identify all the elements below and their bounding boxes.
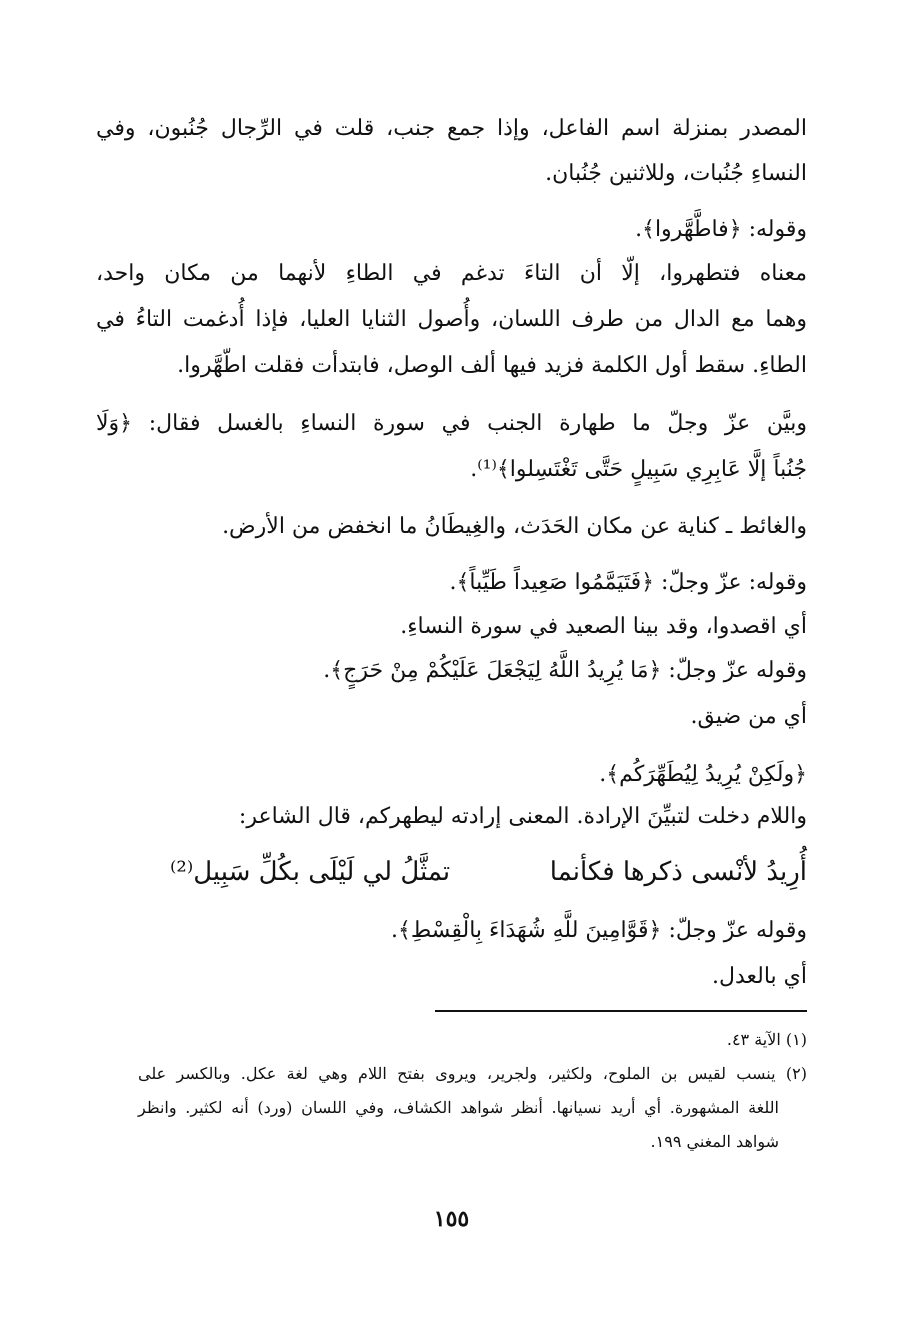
body-line-8: جُنُباً إلَّا عَابِرِي سَبِيلٍ حَتَّى تَغْتَسِلوا﴾⁽¹⁾. bbox=[470, 457, 807, 482]
body-line-5: وهما مع الدال من طرف اللسان، وأُصول الثنايا العليا، فإذا أُدغمت التاءُ في bbox=[96, 307, 807, 332]
footnote-2-line-2: اللغة المشهورة. أي أريد نسيانها. أنظر شواهد الكشاف، وفي اللسان (ورد) أنه لكثير. وانظر bbox=[138, 1098, 779, 1117]
body-line-1: المصدر بمنزلة اسم الفاعل، وإذا جمع جنب، قلت في الرِّجال جُنُبون، وفي bbox=[96, 116, 807, 141]
body-line-15: واللام دخلت لتبيِّنَ الإرادة. المعنى إرادته ليطهركم، قال الشاعر: bbox=[238, 804, 807, 829]
body-line-10: وقوله: عزّ وجلّ: ﴿فَتَيَمَّمُوا صَعِيداً طَيِّباً﴾. bbox=[449, 570, 807, 595]
footnote-2-line-1: (٢) ينسب لقيس بن الملوح، ولكثير، ولجرير، ويروى بفتح اللام وهي لغة عكل. وبالكسر على bbox=[138, 1064, 807, 1083]
body-line-9: والغائط ـ كناية عن مكان الحَدَث، والغِيطَانُ ما انخفض من الأرض. bbox=[222, 514, 807, 539]
body-line-7: وبيَّن عزّ وجلّ ما طهارة الجنب في سورة النساءِ بالغسل فقال: ﴿وَلَا bbox=[96, 411, 807, 436]
body-line-14: ﴿ولَكِنْ يُرِيدُ لِيُطَهِّرَكُم﴾. bbox=[599, 762, 807, 787]
body-line-6: الطاءِ. سقط أول الكلمة فزيد فيها ألف الوصل، فابتدأت فقلت اطّهَّروا. bbox=[177, 353, 807, 378]
poetry-verse bbox=[170, 855, 807, 889]
footnote-2-line-3: شواهد المغني ١٩٩. bbox=[650, 1132, 779, 1151]
verse-hemistich-2: تمثَّلُ لي لَيْلَى بكُلِّ سَبِيل⁽²⁾ bbox=[170, 857, 451, 887]
body-line-16: وقوله عزّ وجلّ: ﴿قَوَّامِينَ للَّهِ شُهَدَاءَ بِالْقِسْطِ﴾. bbox=[391, 918, 807, 943]
body-line-3: وقوله: ﴿فاطَّهَّروا﴾. bbox=[635, 217, 807, 242]
body-line-13: أي من ضيق. bbox=[690, 704, 807, 729]
body-line-17: أي بالعدل. bbox=[712, 964, 807, 989]
body-line-2: النساءِ جُنُبات، وللاثنين جُنُبان. bbox=[545, 161, 807, 186]
footnote-separator bbox=[435, 1010, 807, 1012]
body-line-12: وقوله عزّ وجلّ: ﴿مَا يُرِيدُ اللَّهُ لِيَجْعَلَ عَلَيْكُمْ مِنْ حَرَجٍ﴾. bbox=[323, 658, 807, 683]
body-line-4: معناه فتطهروا، إلّا أن التاءَ تدغم في الطاءِ لأنهما من مكان واحد، bbox=[96, 261, 807, 286]
footnote-1: (١) الآية ٤٣. bbox=[726, 1030, 807, 1049]
body-line-11: أي اقصدوا، وقد بينا الصعيد في سورة النساءِ. bbox=[400, 614, 807, 639]
page-number: ١٥٥ bbox=[433, 1206, 470, 1232]
verse-hemistich-1: أُرِيدُ لأنْسى ذكرها فكأنما bbox=[549, 857, 807, 887]
